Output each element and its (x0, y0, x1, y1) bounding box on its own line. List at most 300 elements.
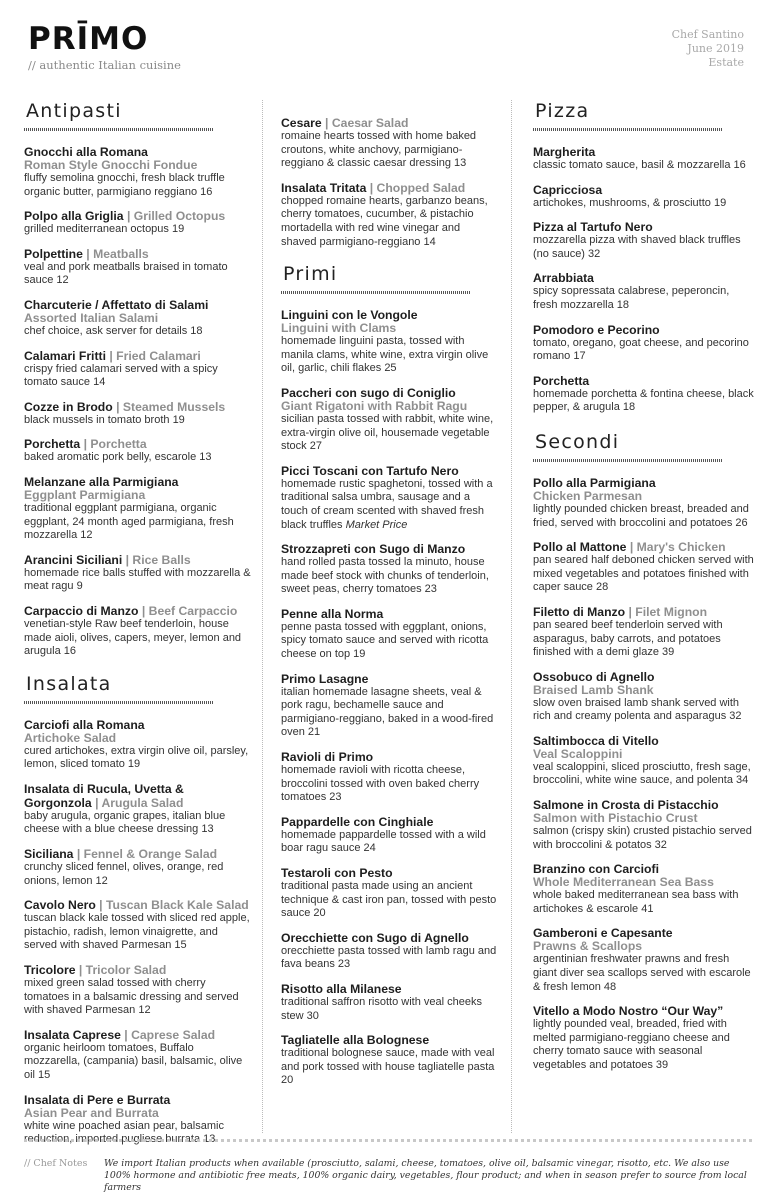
item-description-text: slow oven braised lamb shank served with rich and creamy polenta and asparagus 32 (533, 696, 742, 723)
item-name: Pappardelle con Cinghiale (281, 814, 434, 829)
menu-item (24, 898, 252, 953)
menu-item (533, 862, 755, 916)
menu-item (24, 145, 252, 199)
item-translation: Caesar Salad (331, 116, 409, 130)
item-name: Margherita (533, 145, 596, 159)
item-name: Pomodoro e Pecorino (533, 322, 660, 337)
item-description (281, 335, 497, 376)
item-description (24, 977, 252, 1018)
menu-item (281, 982, 497, 1023)
item-description (24, 261, 252, 288)
item-name-line (281, 750, 497, 764)
menu-column-3 (533, 100, 755, 1083)
item-description-text: salmon (crispy skin) crusted pistachio served with broccolini & potatos 32 (533, 825, 752, 851)
name-separator: | (112, 399, 123, 414)
menu-column-1 (24, 100, 252, 1157)
section-title: Insalata (26, 672, 112, 695)
item-description (24, 567, 252, 594)
item-name: Gamberoni e Capesante (533, 926, 673, 941)
item-name-line (24, 475, 252, 489)
section-rule (533, 459, 723, 462)
item-description (24, 223, 252, 237)
item-description-text: tomato, oregano, goat cheese, and pecorino romano 17 (533, 336, 749, 363)
menu-item (281, 750, 497, 805)
item-name-line (24, 782, 252, 810)
item-name-line (24, 963, 252, 977)
item-description-text: mozzarella pizza with shaved black truffles (no sauce) 32 (533, 234, 741, 260)
item-name-line (24, 1093, 252, 1107)
menu-item (533, 220, 755, 261)
item-translation: Braised Lamb Shank (533, 682, 654, 697)
item-description-text: homemade linguini pasta, tossed with manila clams, white wine, extra virgin olive oil, garlic, chili flakes 25 (281, 335, 489, 375)
item-description-text: mixed green salad tossed with cherry tomatoes in a balsamic dressing and served with shaved Parmesan 12 (24, 977, 239, 1017)
item-description (24, 861, 252, 888)
item-name: Calamari Fritti (24, 348, 106, 363)
item-description-text: homemade rice balls stuffed with mozzarella & meat ragu 9 (24, 566, 251, 593)
item-description (533, 889, 755, 916)
item-description-text: tuscan black kale tossed with sliced red apple, pistachio, radish, lemon vinaigrette, and served with shaved Parmesan 15 (24, 912, 250, 952)
menu-item (281, 116, 497, 171)
item-name: Primo Lasagne (281, 671, 369, 686)
item-description (533, 159, 755, 173)
menu-item (533, 1004, 755, 1072)
menu-item (24, 847, 252, 888)
item-description (281, 945, 497, 972)
item-name: Linguini con le Vongole (281, 308, 418, 323)
item-description (24, 912, 252, 953)
menu-item (281, 672, 497, 740)
item-description-text: black mussels in tomato broth 19 (24, 413, 185, 426)
menu-item (281, 308, 497, 376)
item-translation: Whole Mediterranean Sea Bass (533, 875, 714, 890)
menu-item (281, 931, 497, 972)
item-description-text: chef choice, ask server for details 18 (24, 324, 203, 337)
item-name-line (533, 271, 755, 285)
item-name-line (533, 183, 755, 197)
item-description-text: homemade pappardelle tossed with a wild boar ragu sauce 24 (281, 828, 486, 855)
item-description (533, 285, 755, 312)
item-name: Siciliana (24, 847, 74, 862)
item-name: Branzino con Carciofi (533, 862, 659, 877)
item-name-line (281, 607, 497, 621)
item-translation: Filet Mignon (635, 604, 708, 619)
menu-column-2 (281, 116, 497, 1098)
item-name: Orecchiette con Sugo di Agnello (281, 930, 469, 945)
item-description-text: veal scaloppini, sliced prosciutto, fresh sage, broccolini, white wine sauce, and polenta 34 (533, 760, 751, 787)
item-description-text: grilled mediterranean octopus 19 (24, 223, 185, 236)
item-name-line (533, 670, 755, 684)
item-name: Picci Toscani con Tartufo Nero (281, 463, 459, 478)
item-name: Porchetta (24, 437, 81, 452)
item-name-line (281, 181, 497, 195)
item-description (533, 619, 755, 660)
name-separator: | (120, 1027, 132, 1042)
item-translation: Assorted Italian Salami (24, 310, 159, 325)
item-name-line (533, 1004, 755, 1018)
menu-item (24, 963, 252, 1018)
item-description-text: traditional pasta made using an ancient technique & cast iron pan, tossed with pesto sauce 20 (281, 880, 497, 920)
item-name-line (24, 349, 252, 363)
item-description-text: orecchiette pasta tossed with lamb ragu and fava beans 23 (281, 944, 497, 971)
name-separator: | (75, 963, 86, 978)
item-description-text: pan seared half deboned chicken served with mixed vegetables and potatoes finished with caper sauce 28 (533, 554, 754, 594)
section-title: Antipasti (26, 100, 122, 122)
menu-item (24, 349, 252, 390)
name-separator: | (138, 603, 149, 618)
item-name-line (281, 815, 497, 829)
menu-item (533, 271, 755, 312)
item-description (281, 996, 497, 1023)
section-rule (24, 128, 214, 131)
chef-name: Chef Santino (671, 28, 744, 41)
item-description-text: argentinian freshwater prawns and fresh giant diver sea scallops served with escarole & fresh lemon 48 (533, 953, 751, 993)
item-translation: Tuscan Black Kale Salad (105, 898, 249, 913)
item-name: Capricciosa (533, 182, 603, 197)
item-description-text: fluffy semolina gnocchi, fresh black truffle organic butter, parmigiano reggiano 16 (24, 172, 225, 198)
item-description-text: crispy fried calamari served with a spicy tomato sauce 14 (24, 362, 218, 389)
item-translation: Asian Pear and Burrata (24, 1105, 159, 1120)
menu-item (533, 670, 755, 724)
menu-item (281, 386, 497, 454)
item-description (533, 825, 755, 852)
item-name-line (24, 1028, 252, 1042)
section-rule (281, 291, 471, 294)
item-description (24, 502, 252, 543)
item-name-line (533, 862, 755, 876)
item-description (281, 130, 497, 171)
section-title: Secondi (535, 430, 620, 453)
item-description-text: lightly pounded chicken breast, breaded and fried, served with broccolini and potatoes 26 (533, 502, 749, 529)
item-name-line (281, 464, 497, 478)
item-translation: Beef Carpaccio (148, 603, 238, 618)
item-name-line (533, 926, 755, 940)
menu-item (533, 476, 755, 530)
item-description (281, 195, 497, 249)
chef-notes: We import Italian products when available (prosciutto, salami, cheese, tomatoes, olive oil, balsamic vinegar, risotto, etc. We also use 100% hormone and antibiotic free meats, 100% organic dairy, vegetables, flour product; and when in season prefer to source from local farmers (104, 1158, 747, 1193)
name-separator: | (82, 246, 94, 261)
item-name: Insalata Tritata (281, 180, 367, 195)
item-name-line (533, 540, 755, 554)
item-name-line (533, 476, 755, 490)
menu-item (533, 323, 755, 364)
item-description-text: artichokes, mushrooms, & prosciutto 19 (533, 196, 727, 209)
item-name: Cavolo Nero (24, 898, 96, 913)
name-separator: | (105, 348, 117, 363)
menu-item (281, 1033, 497, 1088)
item-name: Polpettine (24, 246, 83, 261)
item-translation: Prawns & Scallops (533, 939, 643, 954)
menu-item (281, 464, 497, 532)
menu-item (533, 183, 755, 211)
item-name-line (24, 247, 252, 261)
menu-item (281, 607, 497, 662)
item-translation: Rice Balls (132, 552, 191, 567)
item-description-text: traditional eggplant parmigiana, organic eggplant, 24 month aged parmigiana, fresh mozzarella 12 (24, 501, 234, 542)
item-name: Carpaccio di Manzo (24, 603, 139, 618)
item-name-line (533, 145, 755, 159)
menu-item (281, 542, 497, 597)
item-translation: Roman Style Gnocchi Fondue (24, 158, 198, 172)
item-translation: Tricolor Salad (85, 963, 167, 978)
item-name: Insalata Caprese (24, 1027, 121, 1042)
item-name-line (281, 1033, 497, 1047)
item-name-line (533, 734, 755, 748)
name-separator: | (626, 540, 637, 555)
item-description (281, 413, 497, 454)
item-translation: Fennel & Orange Salad (83, 847, 218, 862)
item-description (24, 172, 252, 199)
menu-season: Estate (708, 56, 744, 69)
item-name-line (24, 437, 252, 451)
name-separator: | (625, 604, 636, 619)
chef-notes-label: // Chef Notes (24, 1158, 88, 1169)
item-name-line (533, 323, 755, 337)
item-name-line (24, 604, 252, 618)
item-name-line (24, 145, 252, 159)
menu-item (24, 718, 252, 772)
item-name: Arancini Siciliani (24, 552, 123, 567)
menu-item (533, 734, 755, 788)
item-name-line (281, 672, 497, 686)
item-description (533, 761, 755, 788)
item-description (281, 764, 497, 805)
item-translation: Caprese Salad (131, 1027, 216, 1042)
menu-date: June 2019 (687, 42, 744, 55)
menu-item (281, 815, 497, 856)
item-name: Saltimbocca di Vitello (533, 733, 659, 748)
item-description-text: sicilian pasta tossed with rabbit, white wine, extra-virgin olive oil, housemade vegetable stock 27 (281, 412, 494, 453)
item-description (533, 337, 755, 364)
item-name: Charcuterie / Affettato di Salami (24, 297, 209, 312)
name-separator: | (73, 847, 84, 862)
menu-item (24, 1028, 252, 1083)
item-name-line (24, 718, 252, 732)
item-description (24, 325, 252, 339)
menu-section (281, 116, 497, 249)
chef-info (672, 28, 744, 70)
item-description-text: white wine poached asian pear, balsamic reduction, imported pugliese burrata 13 (24, 1119, 224, 1146)
item-name-line (281, 931, 497, 945)
menu-item (24, 604, 252, 659)
item-translation: Arugula Salad (101, 795, 184, 810)
item-translation: Chopped Salad (376, 180, 466, 195)
item-translation: Eggplant Parmigiana (24, 487, 146, 502)
menu-item (24, 400, 252, 428)
menu-item (24, 247, 252, 288)
item-translation: Linguini with Clams (281, 321, 397, 336)
item-description-text: traditional bolognese sauce, made with veal and pork tossed with house tagliatelle pasta 20 (281, 1047, 495, 1087)
menu-item (24, 437, 252, 465)
item-description-text: homemade rustic spaghetoni, tossed with a traditional salsa umbra, sausage and a touch of cream scented with shaved fresh black truffles (281, 477, 493, 531)
item-description (533, 388, 755, 415)
item-name: Tricolore (24, 963, 76, 978)
item-translation: Salmon with Pistachio Crust (533, 811, 698, 826)
item-description (533, 197, 755, 211)
item-name: Melanzane alla Parmigiana (24, 474, 179, 489)
menu-item (533, 374, 755, 415)
item-description (533, 234, 755, 261)
item-description-text: baby arugula, organic grapes, italian blue cheese with a blue cheese dressing 13 (24, 809, 226, 836)
item-name-line (281, 982, 497, 996)
menu-section (24, 100, 252, 659)
menu-item (281, 866, 497, 921)
item-description-text: lightly pounded veal, breaded, fried with melted parmigiano-reggiano cheese and cherry tomato sauce with seasonal vegetables and potatoes 39 (533, 1018, 730, 1071)
item-name-line (24, 400, 252, 414)
section-rule (24, 701, 214, 704)
item-name: Vitello a Modo Nostro “Our Way” (533, 1004, 724, 1019)
item-description (281, 1047, 497, 1088)
item-description (533, 953, 755, 994)
item-description (533, 503, 755, 530)
item-name: Strozzapreti con Sugo di Manzo (281, 542, 466, 557)
item-name-line (24, 847, 252, 861)
menu-section (533, 431, 755, 1073)
item-description (281, 478, 497, 532)
menu-item (533, 540, 755, 595)
item-name-line (281, 308, 497, 322)
item-name-line (533, 605, 755, 619)
item-description-text: crunchy sliced fennel, olives, orange, red onions, lemon 12 (24, 861, 224, 887)
item-name: Pizza al Tartufo Nero (533, 220, 653, 235)
name-separator: | (91, 795, 102, 810)
item-name: Penne alla Norma (281, 606, 384, 621)
tagline: // authentic Italian cuisine (28, 58, 181, 72)
item-translation: Grilled Octopus (133, 209, 226, 224)
item-description-text: traditional saffron risotto with veal cheeks stew 30 (281, 995, 482, 1022)
item-translation: Artichoke Salad (24, 730, 117, 745)
name-separator: | (122, 552, 133, 567)
item-description-text: chopped romaine hearts, garbanzo beans, cherry tomatoes, cucumber, & pistachio mortadella with red wine vinegar and shaved parmigiano-reggiano 14 (281, 194, 488, 248)
item-description (24, 810, 252, 837)
item-description-text: hand rolled pasta tossed la minuto, house made beef stock with chunks of tenderloin, sweet peas, cherry tomatoes 23 (281, 556, 489, 596)
item-description-text: baked aromatic pork belly, escarole 13 (24, 451, 212, 464)
menu-section (24, 673, 252, 1147)
item-price-note: Market Price (345, 518, 408, 531)
item-description-text: spicy sopressata calabrese, peperoncin, fresh mozzarella 18 (533, 285, 730, 311)
item-description (24, 1120, 252, 1147)
item-name-line (24, 209, 252, 223)
menu-item (533, 145, 755, 173)
item-description (533, 697, 755, 724)
item-description (281, 686, 497, 740)
item-translation: Meatballs (93, 246, 149, 261)
section-rule (533, 128, 723, 131)
item-name: Ravioli di Primo (281, 750, 374, 765)
item-description (281, 556, 497, 597)
footer (24, 1139, 752, 1193)
item-name: Testaroli con Pesto (281, 866, 393, 880)
item-name: Cozze in Brodo (24, 399, 113, 414)
item-name: Filetto di Manzo (533, 604, 626, 619)
menu-item (281, 181, 497, 249)
item-name-line (533, 220, 755, 234)
item-name-line (24, 553, 252, 567)
item-description (281, 621, 497, 662)
item-name: Carciofi alla Romana (24, 717, 145, 732)
item-description-text: veal and pork meatballs braised in tomato sauce 12 (24, 260, 228, 287)
column-divider (262, 100, 263, 1133)
name-separator: | (80, 437, 91, 452)
item-name-line (533, 798, 755, 812)
name-separator: | (366, 180, 377, 195)
item-name: Arrabbiata (533, 271, 594, 286)
column-divider (511, 100, 512, 1133)
item-name: Pollo al Mattone (533, 540, 627, 555)
item-name: Salmone in Crosta di Pistacchio (533, 798, 719, 813)
menu-section (281, 263, 497, 1088)
item-name: Cesare (281, 116, 322, 130)
item-translation: Chicken Parmesan (533, 488, 643, 503)
item-translation: Fried Calamari (116, 348, 201, 363)
menu-item (533, 605, 755, 660)
item-description (24, 451, 252, 465)
item-name: Paccheri con sugo di Coniglio (281, 385, 456, 400)
item-description-text: italian homemade lasagne sheets, veal & pork ragu, bechamelle sauce and parmigiano-reggiano, baked in a wood-fired oven 21 (281, 685, 494, 739)
item-name: Gnocchi alla Romana (24, 145, 148, 159)
item-description (281, 829, 497, 856)
item-name-line (533, 374, 755, 388)
item-translation: Veal Scaloppini (533, 746, 623, 761)
menu-item (533, 926, 755, 994)
item-description-text: whole baked mediterranean sea bass with artichokes & escarole 41 (533, 889, 739, 915)
item-translation: Porchetta (90, 437, 147, 452)
item-translation: Steamed Mussels (122, 399, 226, 414)
name-separator: | (123, 209, 134, 224)
item-name: Polpo alla Griglia (24, 209, 124, 224)
item-name-line (24, 298, 252, 312)
item-description (281, 880, 497, 921)
item-description (24, 363, 252, 390)
item-description-text: cured artichokes, extra virgin olive oil, parsley, lemon, sliced tomato 19 (24, 744, 249, 771)
menu-item (24, 209, 252, 237)
menu-item (24, 475, 252, 543)
item-name-line (281, 116, 497, 130)
item-description (24, 414, 252, 428)
item-description (24, 1042, 252, 1083)
name-separator: | (321, 116, 332, 130)
item-name-line (281, 542, 497, 556)
section-title: Pizza (535, 100, 590, 122)
item-description-text: pan seared beef tenderloin served with asparagus, baby carrots, and potatoes finished with a demi glaze 39 (533, 618, 723, 659)
item-description (24, 618, 252, 659)
item-description-text: venetian-style Raw beef tenderloin, house made aioli, olives, capers, meyer, lemon and arugula 16 (24, 617, 242, 658)
item-name-line (24, 898, 252, 912)
item-name-line (281, 866, 497, 880)
item-description-text: homemade porchetta & fontina cheese, black pepper, & arugula 18 (533, 387, 754, 414)
item-name: Porchetta (533, 373, 590, 388)
menu-item (533, 798, 755, 852)
item-translation: Giant Rigatoni with Rabbit Ragu (281, 398, 468, 413)
item-description-text: classic tomato sauce, basil & mozzarella 16 (533, 159, 746, 171)
item-name: Insalata di Pere e Burrata (24, 1092, 171, 1107)
item-name: Insalata di Rucula, Uvetta & Gorgonzola (24, 781, 184, 810)
item-description (533, 1018, 755, 1072)
section-title: Primi (283, 263, 338, 286)
item-description-text: homemade ravioli with ricotta cheese, broccolini tossed with oven baked cherry tomatoes 23 (281, 764, 480, 804)
menu-item (24, 553, 252, 594)
item-name: Risotto alla Milanese (281, 981, 402, 996)
restaurant-logo: PRĪMO (28, 21, 149, 57)
item-description (24, 745, 252, 772)
item-name: Tagliatelle alla Bolognese (281, 1033, 430, 1048)
name-separator: | (95, 898, 106, 913)
menu-item (24, 782, 252, 837)
menu-item (24, 298, 252, 339)
menu-section (533, 100, 755, 415)
item-description-text: organic heirloom tomatoes, Buffalo mozzarella, (campania) basil, balsamic, olive oil 15 (24, 1041, 243, 1081)
brand (28, 21, 181, 72)
item-name: Pollo alla Parmigiana (533, 475, 656, 490)
